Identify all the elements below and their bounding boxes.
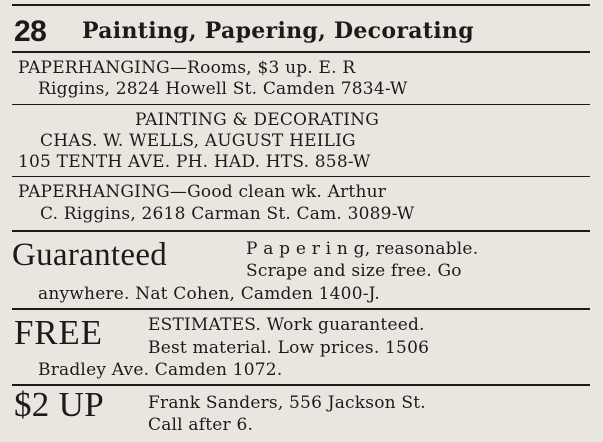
ad-divider <box>12 176 590 177</box>
ad-line: Bradley Ave. Camden 1072. <box>38 360 283 380</box>
ad-line: Frank Sanders, 556 Jackson St. <box>148 393 426 413</box>
section-number: 28 <box>14 15 47 48</box>
ad-line: Scrape and size free. Go <box>246 261 462 281</box>
ad-line: CHAS. W. WELLS, AUGUST HEILIG <box>40 131 356 151</box>
ad-divider <box>12 230 590 232</box>
ad-line: PAPERHANGING—Rooms, $3 up. E. R <box>18 58 356 78</box>
ad-headline: FREE <box>14 313 103 352</box>
ad-line: PAINTING & DECORATING <box>135 110 380 130</box>
ad-line: PAPERHANGING—Good clean wk. Arthur <box>18 182 387 202</box>
header-rule <box>12 51 590 53</box>
ad-line: anywhere. Nat Cohen, Camden 1400-J. <box>38 284 380 304</box>
ad-line: P a p e r i n g, reasonable. <box>246 239 479 259</box>
ad-line: ESTIMATES. Work guaranteed. <box>148 315 425 335</box>
ad-line: Call after 6. <box>148 415 254 435</box>
ad-headline: $2 UP <box>14 385 104 424</box>
ad-divider <box>12 308 590 310</box>
ad-line: 105 TENTH AVE. PH. HAD. HTS. 858-W <box>18 152 371 172</box>
section-title: Painting, Papering, Decorating <box>82 18 474 44</box>
ad-divider <box>12 104 590 105</box>
ad-line: C. Riggins, 2618 Carman St. Cam. 3089-W <box>40 204 415 224</box>
ad-line: Best material. Low prices. 1506 <box>148 338 430 358</box>
ad-line: Riggins, 2824 Howell St. Camden 7834-W <box>38 79 408 99</box>
ad-headline: Guaranteed <box>12 237 168 273</box>
top-rule <box>12 4 590 6</box>
